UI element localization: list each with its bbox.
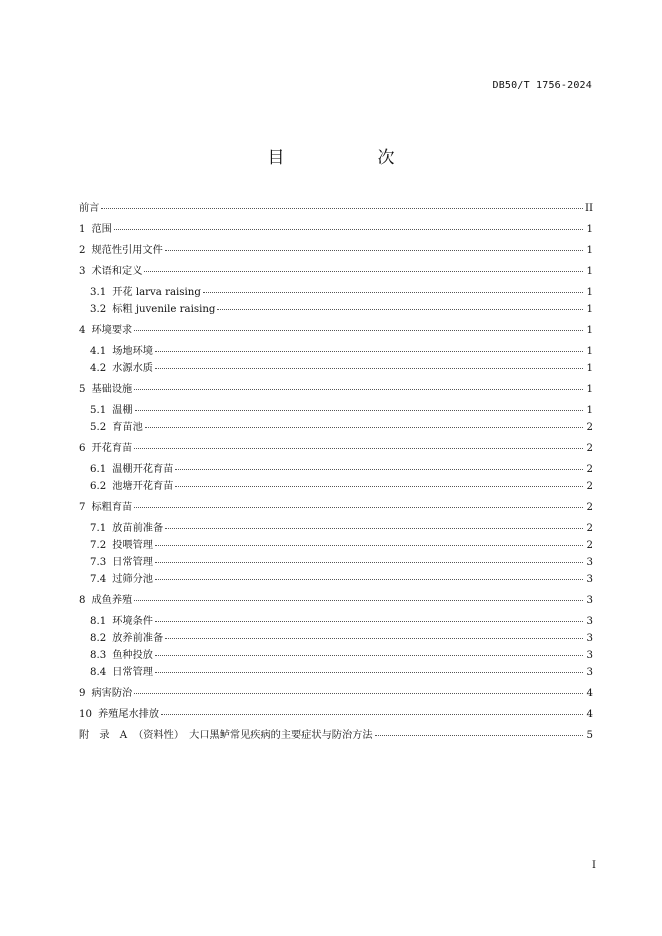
toc-item-number: 8.4	[90, 667, 107, 678]
toc-item-page: 1	[586, 266, 593, 277]
toc-item-label: 日常管理	[112, 557, 153, 568]
toc-item-label: 环境要求	[91, 325, 133, 336]
toc-item-page: 3	[586, 667, 593, 678]
toc-dot-leader	[155, 351, 583, 352]
toc-item-number: 8.2	[90, 633, 107, 644]
toc-item-number: 1	[79, 224, 86, 235]
toc-dot-leader	[175, 486, 583, 487]
toc-subsection-item[interactable]	[79, 616, 593, 628]
toc-section-item[interactable]	[79, 502, 593, 514]
toc-item-number: 7.3	[90, 557, 107, 568]
toc-item-label: 环境条件	[112, 616, 153, 627]
toc-item-page: 2	[586, 443, 593, 454]
toc-item-page: 1	[586, 245, 593, 256]
toc-item-number: 8	[79, 595, 86, 606]
toc-item-label: 开花育苗	[91, 443, 133, 454]
toc-subsection-item[interactable]	[79, 574, 593, 586]
toc-item-page: 2	[586, 502, 593, 513]
toc-item-label: 开花 larva raising	[112, 287, 201, 298]
toc-item-number: 5.2	[90, 422, 107, 433]
toc-item-label: 放苗前准备	[112, 523, 164, 534]
toc-item-number: 4.2	[90, 363, 107, 374]
toc-item-label: 前言	[79, 203, 100, 214]
toc-item-number: 8.1	[90, 616, 107, 627]
toc-item-label: 基础设施	[91, 384, 133, 395]
toc-item-page: 4	[586, 688, 593, 699]
toc-item-label: 日常管理	[112, 667, 153, 678]
toc-item-label: 温棚	[112, 405, 133, 416]
toc-dot-leader	[155, 621, 583, 622]
toc-item-label: 成鱼养殖	[91, 595, 133, 606]
toc-dot-leader	[155, 672, 583, 673]
toc-item-page: 2	[586, 422, 593, 433]
toc-dot-leader	[165, 250, 583, 251]
toc-item-number: 3	[79, 266, 86, 277]
toc-item-page: 3	[586, 574, 593, 585]
toc-item-number: 附 录 A	[79, 730, 128, 741]
toc-item-page: 3	[586, 595, 593, 606]
toc-dot-leader	[114, 229, 583, 230]
toc-subsection-item[interactable]	[79, 287, 593, 299]
toc-dot-leader	[134, 330, 583, 331]
toc-dot-leader	[217, 309, 583, 310]
toc-item-label: 过筛分池	[112, 574, 153, 585]
toc-subsection-item[interactable]	[79, 540, 593, 552]
toc-item-label: 术语和定义	[91, 266, 143, 277]
toc-item-number: 5.1	[90, 405, 107, 416]
toc-item-page: 1	[586, 224, 593, 235]
toc-item-label: 规范性引用文件	[91, 245, 163, 256]
toc-item-page: 2	[586, 540, 593, 551]
toc-item-label: 病害防治	[91, 688, 133, 699]
document-code: DB50/T 1756-2024	[492, 80, 592, 91]
toc-item-page: 1	[586, 363, 593, 374]
toc-dot-leader	[155, 368, 583, 369]
toc-item-number: 3.2	[90, 304, 107, 315]
toc-dot-leader	[165, 638, 583, 639]
toc-dot-leader	[161, 714, 583, 715]
toc-item-number: 4	[79, 325, 86, 336]
toc-item-number: 6.2	[90, 481, 107, 492]
toc-item-page: 1	[586, 346, 593, 357]
toc-item-page: 1	[586, 304, 593, 315]
toc-subsection-item[interactable]	[79, 667, 593, 679]
toc-item-page: 1	[586, 405, 593, 416]
toc-dot-leader	[145, 427, 583, 428]
toc-subsection-item[interactable]	[79, 650, 593, 662]
toc-item-page: 1	[586, 384, 593, 395]
toc-item-number: 3.1	[90, 287, 107, 298]
toc-item-page: 2	[586, 481, 593, 492]
toc-item-page: 1	[586, 287, 593, 298]
toc-item-label: 场地环境	[112, 346, 153, 357]
toc-item-number: 10	[79, 709, 92, 720]
toc-item-number: 7.4	[90, 574, 107, 585]
toc-item-number: 8.3	[90, 650, 107, 661]
toc-dot-leader	[134, 448, 583, 449]
page-number: I	[592, 860, 596, 871]
toc-item-label: 育苗池	[112, 422, 143, 433]
toc-item-label: （资料性） 大口黑鲈常见疾病的主要症状与防治方法	[133, 730, 373, 741]
toc-item-page: 1	[586, 325, 593, 336]
toc-dot-leader	[134, 507, 583, 508]
toc-section-item[interactable]	[79, 384, 593, 396]
toc-subsection-item[interactable]	[79, 557, 593, 569]
toc-item-label: 温棚开花育苗	[112, 464, 174, 475]
toc-item-page: 4	[586, 709, 593, 720]
toc-dot-leader	[101, 208, 583, 209]
toc-item-number: 5	[79, 384, 86, 395]
toc-dot-leader	[134, 693, 583, 694]
toc-section-item[interactable]	[79, 688, 593, 700]
toc-subsection-item[interactable]	[79, 422, 593, 434]
toc-item-page: 2	[586, 523, 593, 534]
toc-item-page: 3	[586, 616, 593, 627]
toc-item-label: 鱼种投放	[112, 650, 153, 661]
toc-section-item[interactable]	[79, 595, 593, 607]
toc-dot-leader	[134, 600, 583, 601]
toc-item-number: 9	[79, 688, 86, 699]
toc-subsection-item[interactable]	[79, 633, 593, 645]
toc-item-label: 水源水质	[112, 363, 153, 374]
toc-item-number: 7.1	[90, 523, 107, 534]
toc-dot-leader	[175, 469, 583, 470]
toc-item-label: 投喂管理	[112, 540, 153, 551]
toc-item-number: 7	[79, 502, 86, 513]
toc-item-label: 池塘开花育苗	[112, 481, 174, 492]
toc-subsection-item[interactable]	[79, 304, 593, 316]
toc-subsection-item[interactable]	[79, 363, 593, 375]
toc-dot-leader	[135, 410, 583, 411]
toc-section-item[interactable]	[79, 325, 593, 337]
toc-item-label: 放养前准备	[112, 633, 164, 644]
toc-item-label: 标粗 juvenile raising	[112, 304, 216, 315]
toc-item-label: 养殖尾水排放	[97, 709, 160, 720]
toc-dot-leader	[155, 579, 583, 580]
toc-section-item[interactable]	[79, 245, 593, 257]
toc-item-page: II	[584, 203, 593, 214]
toc-section-item[interactable]	[79, 224, 593, 236]
toc-dot-leader	[165, 528, 583, 529]
toc-section-item[interactable]	[79, 709, 593, 721]
toc-dot-leader	[203, 292, 583, 293]
toc-item-page: 3	[586, 633, 593, 644]
toc-section-item[interactable]	[79, 730, 593, 742]
toc-item-page: 2	[586, 464, 593, 475]
toc-dot-leader	[375, 735, 583, 736]
toc-item-label: 标粗育苗	[91, 502, 133, 513]
toc-item-number: 2	[79, 245, 86, 256]
toc-item-number: 7.2	[90, 540, 107, 551]
toc-subsection-item[interactable]	[79, 464, 593, 476]
toc-item-page: 3	[586, 650, 593, 661]
toc-item-number: 4.1	[90, 346, 107, 357]
toc-section-item[interactable]	[79, 443, 593, 455]
toc-item-label: 范围	[91, 224, 112, 235]
toc-dot-leader	[155, 545, 583, 546]
toc-dot-leader	[134, 389, 583, 390]
toc-dot-leader	[144, 271, 583, 272]
page-title: 目 次	[267, 148, 433, 169]
toc-item-number: 6.1	[90, 464, 107, 475]
toc-section-item[interactable]	[79, 266, 593, 278]
toc-subsection-item[interactable]	[79, 481, 593, 493]
toc-dot-leader	[155, 655, 583, 656]
toc-item-number: 6	[79, 443, 86, 454]
toc-subsection-item[interactable]	[79, 405, 593, 417]
toc-section-item[interactable]	[79, 203, 593, 215]
toc-item-page: 5	[586, 730, 593, 741]
toc-dot-leader	[155, 562, 583, 563]
toc-subsection-item[interactable]	[79, 523, 593, 535]
toc-item-page: 3	[586, 557, 593, 568]
toc-subsection-item[interactable]	[79, 346, 593, 358]
